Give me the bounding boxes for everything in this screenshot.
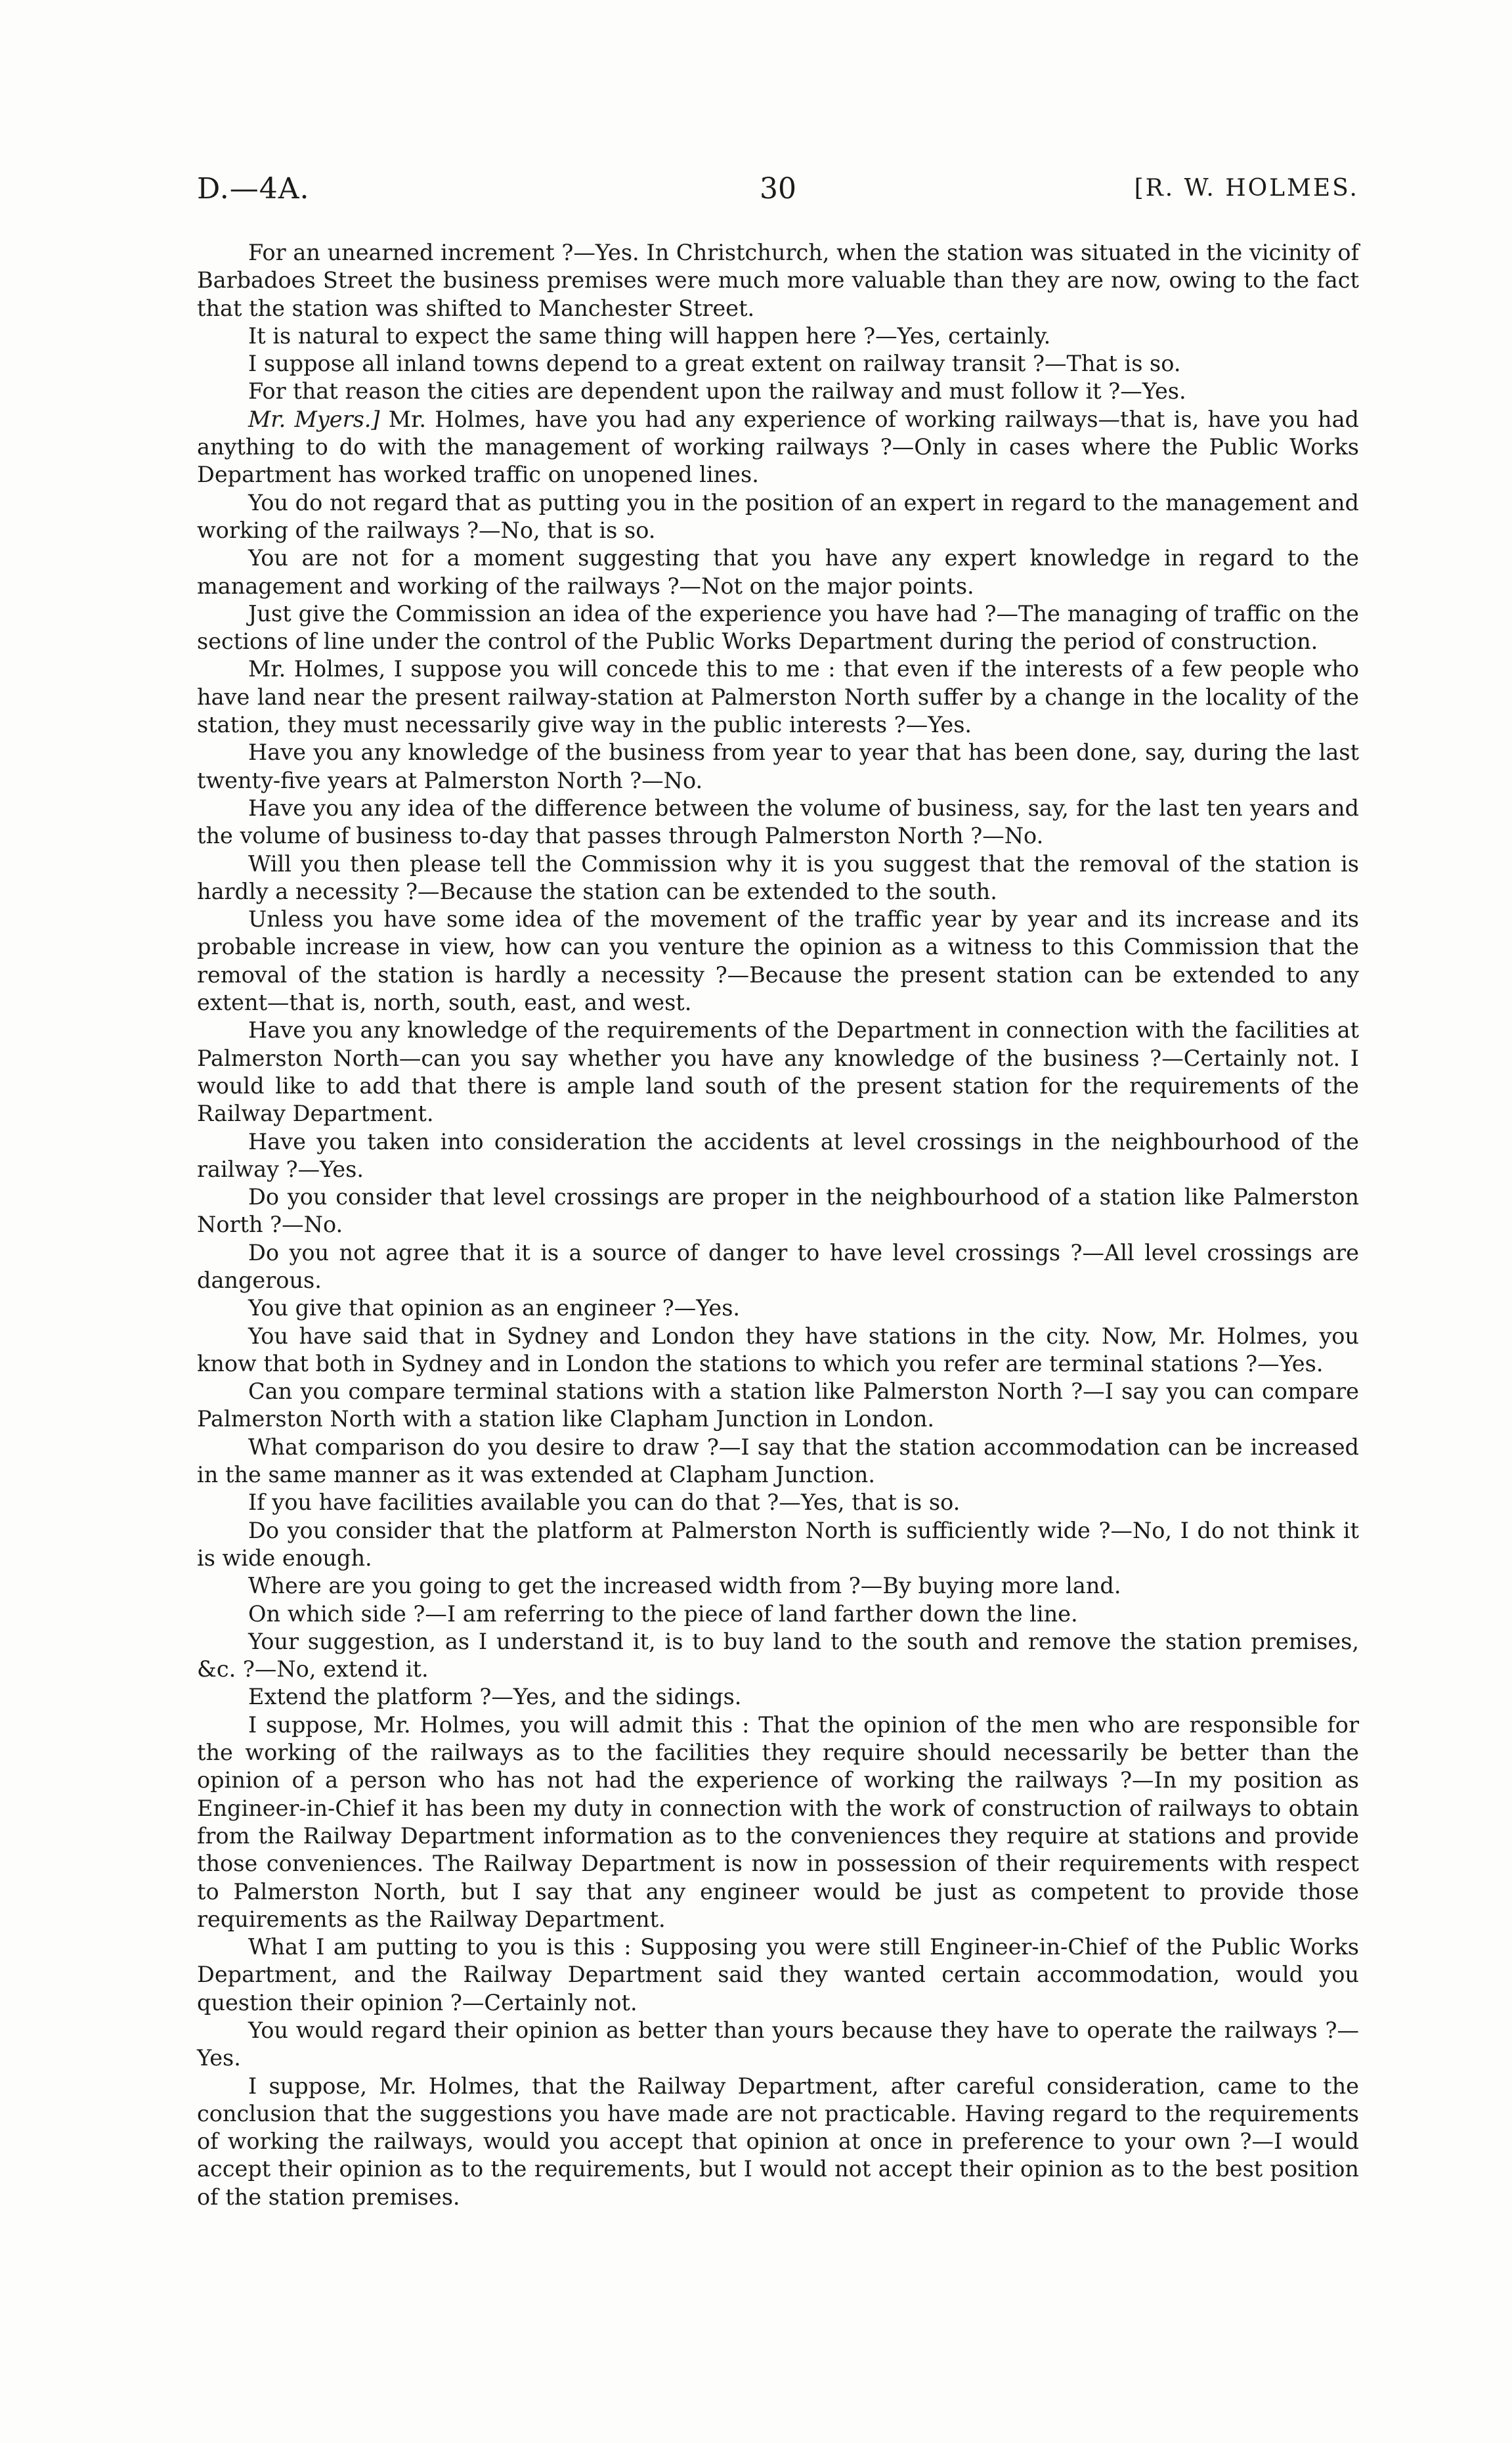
paragraph: Extend the platform ?—Yes, and the sidings. bbox=[248, 1684, 742, 1710]
paragraph: I suppose, Mr. Holmes, that the Railway Department, after careful consideration, came to the conclusion that the suggestions you have made are not practicable. Having regard to the requirements of working the railways, would you accept that opinion at once in preference to your own ?—I would accept their opinion as to the requirements, but I would not accept their opinion as to the best position of the station premises. bbox=[197, 2073, 1359, 2210]
paragraph: Have you taken into consideration the accidents at level crossings in the neighbourhood of the railway ?—Yes. bbox=[197, 1128, 1359, 1182]
paragraph: Mr. Holmes, I suppose you will concede this to me : that even if the interests of a few people who have land near the present railway-station at Palmerston North suffer by a change in the locality of the station, they must necessarily give way in the public interests ?—Yes. bbox=[197, 656, 1359, 738]
paragraph: Just give the Commission an idea of the experience you have had ?—The managing of traffic on the sections of line under the control of the Public Works Department during the period of construction. bbox=[197, 600, 1359, 655]
paragraph: What comparison do you desire to draw ?—I say that the station accommodation can be increased in the same manner as it was extended at Clapham Junction. bbox=[197, 1434, 1359, 1488]
paragraph: You are not for a moment suggesting that you have any expert knowledge in regard to the management and working of the railways ?—Not on the major points. bbox=[197, 545, 1359, 599]
page-number: 30 bbox=[760, 172, 796, 206]
speaker-name: Mr. Myers.] bbox=[248, 406, 380, 432]
paragraph: Have you any knowledge of the business from year to year that has been done, say, during the last twenty-five years at Palmerston North ?—No. bbox=[197, 739, 1359, 793]
paragraph: You would regard their opinion as better than yours because they have to operate the railways ?—Yes. bbox=[197, 2017, 1359, 2071]
paragraph: You do not regard that as putting you in the position of an expert in regard to the management and working of the railways ?—No, that is so. bbox=[197, 489, 1359, 543]
paragraph: On which side ?—I am referring to the piece of land farther down the line. bbox=[248, 1600, 1078, 1627]
witness-name: [R. W. HOLMES. bbox=[1134, 175, 1359, 202]
paragraph: You give that opinion as an engineer ?—Yes. bbox=[248, 1295, 741, 1321]
paragraph: Do you not agree that it is a source of danger to have level crossings ?—All level crossings are dangerous. bbox=[197, 1239, 1359, 1293]
paragraph: It is natural to expect the same thing will happen here ?—Yes, certainly. bbox=[248, 322, 1051, 349]
paragraph: Where are you going to get the increased width from ?—By buying more land. bbox=[248, 1573, 1121, 1599]
paragraph: Have you any knowledge of the requirements of the Department in connection with the facilities at Palmerston North—can you say whether you have any knowledge of the business ?—Certainly not. I would like to add that there is ample land south of the present station for the requirements of the Railway Department. bbox=[197, 1017, 1359, 1127]
document-reference: D.—4A. bbox=[197, 172, 310, 206]
paragraph: Mr. Myers.] Mr. Holmes, have you had any experience of working railways—that is, have you had anything to do with the management of working railways ?—Only in cases where the Public Works Department has worked traffic on unopened lines. bbox=[197, 406, 1359, 488]
paragraph: Have you any idea of the difference between the volume of business, say, for the last ten years and the volume of business to-day that passes through Palmerston North ?—No. bbox=[197, 795, 1359, 849]
paragraph: If you have facilities available you can do that ?—Yes, that is so. bbox=[248, 1489, 961, 1516]
paragraph: For that reason the cities are dependent upon the railway and must follow it ?—Yes. bbox=[248, 378, 1186, 405]
paragraph: Your suggestion, as I understand it, is to buy land to the south and remove the station premises, &c. ?—No, extend it. bbox=[197, 1628, 1359, 1683]
paragraph: Can you compare terminal stations with a station like Palmerston North ?—I say you can compare Palmerston North with a station like Clapham Junction in London. bbox=[197, 1378, 1359, 1432]
page-header bbox=[197, 172, 1359, 211]
paragraph: I suppose all inland towns depend to a great extent on railway transit ?—That is so. bbox=[248, 351, 1181, 377]
paragraph: Do you consider that the platform at Palmerston North is sufficiently wide ?—No, I do not think it is wide enough. bbox=[197, 1517, 1359, 1571]
transcript-body bbox=[197, 239, 1359, 2211]
paragraph: Do you consider that level crossings are proper in the neighbourhood of a station like Palmerston North ?—No. bbox=[197, 1184, 1359, 1238]
paragraph: You have said that in Sydney and London they have stations in the city. Now, Mr. Holmes, you know that both in Sydney and in London the stations to which you refer are terminal stations ?—Yes. bbox=[197, 1323, 1359, 1376]
paragraph: Will you then please tell the Commission why it is you suggest that the removal of the station is hardly a necessity ?—Because the station can be extended to the south. bbox=[197, 850, 1359, 904]
paragraph: For an unearned increment ?—Yes. In Christchurch, when the station was situated in the vicinity of Barbadoes Street the business premises were much more valuable than they are now, owing to the fact that the station was shifted to Manchester Street. bbox=[197, 240, 1359, 321]
paragraph: What I am putting to you is this : Supposing you were still Engineer-in-Chief of the Public Works Department, and the Railway Department said they wanted certain accommodation, would you question their opinion ?—Certainly not. bbox=[197, 1934, 1359, 2015]
paragraph: Unless you have some idea of the movement of the traffic year by year and its increase and its probable increase in view, how can you venture the opinion as a witness to this Commission that the removal of the station is hardly a necessity ?—Because the present station can be extended to any extent—that is, north, south, east, and west. bbox=[197, 906, 1359, 1016]
paragraph: I suppose, Mr. Holmes, you will admit this : That the opinion of the men who are responsible for the working of the railways as to the facilities they require should necessarily be better than the opinion of a person who has not had the experience of working the railways ?—In my position as Engineer-in-Chief it has been my duty in connection with the work of construction of railways to obtain from the Railway Department information as to the conveniences they require at stations and provide those conveniences. The Railway Department is now in possession of their requirements with respect to Palmerston North, but I say that any engineer would be just as competent to provide those requirements as the Railway Department. bbox=[197, 1711, 1359, 1932]
